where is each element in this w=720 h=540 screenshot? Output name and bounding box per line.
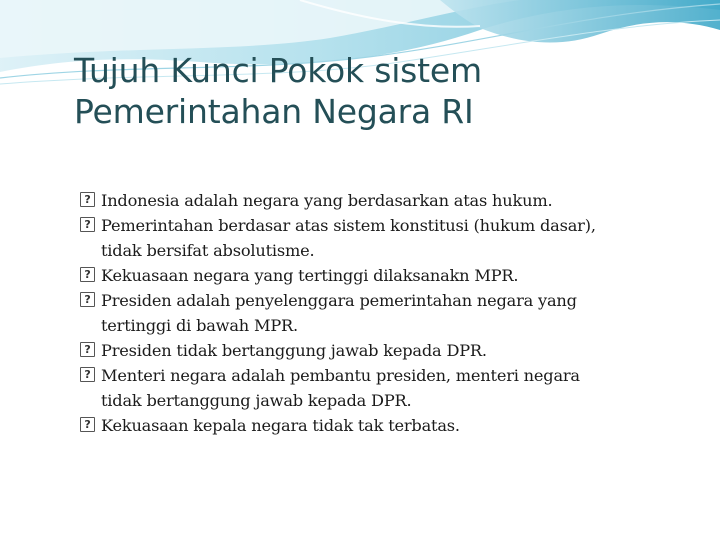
- bullet-text: Pemerintahan berdasar atas sistem konstitusi (hukum dasar), tidak bersifat absolutisme.: [101, 216, 596, 260]
- bullet-text: Presiden adalah penyelenggara pemerintahan negara yang tertinggi di bawah MPR.: [101, 291, 577, 335]
- title-line-2: Pemerintahan Negara RI: [74, 92, 474, 131]
- bullet-item: [80, 263, 625, 288]
- bullet-text: Menteri negara adalah pembantu presiden, menteri negara tidak bertanggung jawab kepada DPR.: [101, 366, 580, 410]
- slide-title: [74, 50, 694, 132]
- bullet-item: [80, 188, 625, 213]
- bullet-item: [80, 413, 625, 438]
- title-line-1: Tujuh Kunci Pokok sistem: [74, 51, 482, 90]
- bullet-item: [80, 363, 625, 413]
- missing-glyph-icon: ?: [80, 217, 95, 232]
- bullet-item: [80, 288, 625, 338]
- bullet-item: [80, 338, 625, 363]
- bullet-text: Presiden tidak bertanggung jawab kepada DPR.: [101, 341, 487, 360]
- missing-glyph-icon: ?: [80, 192, 95, 207]
- bullet-list: [80, 188, 625, 438]
- missing-glyph-icon: ?: [80, 417, 95, 432]
- bullet-text: Kekuasaan kepala negara tidak tak terbatas.: [101, 416, 460, 435]
- bullet-text: Indonesia adalah negara yang berdasarkan atas hukum.: [101, 191, 553, 210]
- missing-glyph-icon: ?: [80, 367, 95, 382]
- missing-glyph-icon: ?: [80, 267, 95, 282]
- missing-glyph-icon: ?: [80, 292, 95, 307]
- bullet-text: Kekuasaan negara yang tertinggi dilaksanakn MPR.: [101, 266, 519, 285]
- bullet-item: [80, 213, 625, 263]
- missing-glyph-icon: ?: [80, 342, 95, 357]
